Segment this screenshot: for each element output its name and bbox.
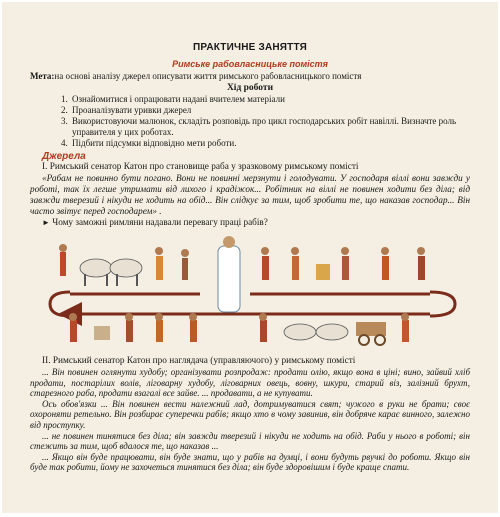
section2-paragraph: Ось обов'язки ... Він повинен вести належний лад, дотримуватися свят; чужого в руки не брати; своє охороняти ретельно. Він розбирає суперечки рабів; якщо хто в чому завинив, він добряче карає винного, залежно від проступку. <box>30 398 470 430</box>
section2-paragraph: ... не повинен тинятися без діла; він завжди тверезий і нікуди не ходить на обід. Раби у нього в роботі; він стежить за тим, щоб вдалося те, що наказав ... <box>30 430 470 452</box>
section1-title: І. Римський сенатор Катон про становище раба у зразковому римському помісті <box>42 162 359 172</box>
section1-question <box>42 217 470 228</box>
step-item: 1. Ознайомитися і опрацювати надані вчителем матеріали <box>70 94 470 105</box>
goal-line <box>30 71 470 82</box>
cycle-arrow-right <box>430 292 455 316</box>
sources-heading: Джерела <box>42 151 86 162</box>
goal-label: Мета: <box>30 71 55 81</box>
section2-title: ІІ. Римський сенатор Катон про наглядача (управляючого) у римському помісті <box>42 356 356 366</box>
step-item: 4. Підбити підсумки відповідно мети роботи. <box>70 138 470 149</box>
page-title: ПРАКТИЧНЕ ЗАНЯТТЯ <box>192 42 308 53</box>
goal-text: на основі аналізу джерел описувати життя римського рабовласницького помістя <box>54 71 362 81</box>
farm-illustration-svg <box>30 234 470 350</box>
arrow-right-icon: ► <box>42 218 50 227</box>
bottom-row-workers <box>69 313 409 345</box>
section2-paragraph: ... Він повинен оглянути худобу; організувати розпродаж: продати олію, якщо вона в ціні; вино, зайвий хліб продати, постарілих волів, ліговарну худобу, ліговарних овець, вовну, шкури, старий віз, залізний брухт, старезного раба, продати взагалі все зайве. ... продавати, а не купувати. <box>30 367 470 399</box>
step-item: 2. Проаналізувати уривки джерел <box>70 105 470 116</box>
steps-heading: Хід роботи <box>226 83 274 93</box>
section1-question-text: Чому заможні римляни надавали перевагу праці рабів? <box>52 217 268 227</box>
document-content <box>2 2 498 473</box>
section2-paragraph: ... Якщо він буде працювати, він буде знати, що у рабів на думці, і вони будуть рвучкі до роботи. Якщо він буде так робити, йому не захочеться тинятися без діла; він буде здоровішим і буде краще спати. <box>30 451 470 473</box>
step-item: 3. Використовуючи малюнок, складіть розповідь про цикл господарських робіт навіллі. Визначте роль управителя у цих роботах. <box>70 116 470 138</box>
cycle-arrow-left <box>50 292 70 316</box>
page-subtitle: Римське рабовласницьке помістя <box>172 59 328 69</box>
document-page <box>2 2 498 513</box>
top-row-workers <box>59 236 425 312</box>
farm-work-illustration <box>30 234 470 350</box>
section1-quote: «Рабам не повинно бути погано. Вони не повинні мерзнути і голодувати. У господаря віллі вони завжди у роботі, так їх легше утримати від лихого і крадіжок... Робітник на віллі не повинен ходити без діла; від завжди тверезий і нікуди не ходить на обід... Він слідкує за тим, щоб зробити те, що наказав господар... Він часто звітує перед господарем» . <box>30 173 470 216</box>
steps-list <box>30 94 470 149</box>
